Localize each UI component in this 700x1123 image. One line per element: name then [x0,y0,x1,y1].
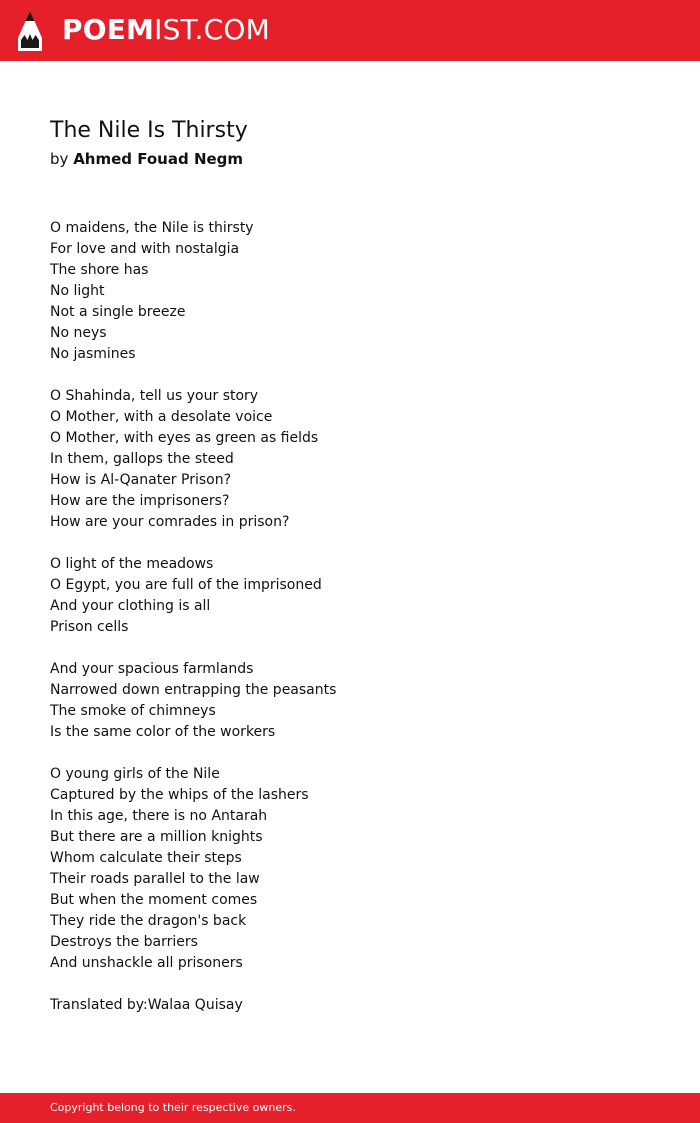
by-label: by [50,150,69,168]
poem-line: O Mother, with eyes as green as fields [50,430,319,446]
poem-line: Captured by the whips of the lashers [50,787,309,803]
poem-line: O maidens, the Nile is thirsty [50,220,254,236]
poem-line: O Mother, with a desolate voice [50,409,273,425]
copyright-notice: Copyright belong to their respective owners. [50,1101,296,1114]
site-logo-text[interactable] [62,12,270,48]
poem-line: How are your comrades in prison? [50,514,290,530]
stanza [50,659,650,743]
poem-line: O Egypt, you are full of the imprisoned [50,577,322,593]
poem-line: No neys [50,325,107,341]
author-name: Ahmed Fouad Negm [73,150,244,168]
poem-line: O Shahinda, tell us your story [50,388,259,404]
byline [50,148,243,170]
poem-line: Prison cells [50,619,129,635]
poem-line: Destroys the barriers [50,934,198,950]
poem-line: How are the imprisoners? [50,493,230,509]
brand-bold: POEM [62,13,155,46]
poem-line: And your clothing is all [50,598,211,614]
poem-line: No light [50,283,105,299]
poem-line: Their roads parallel to the law [50,871,260,887]
poem-line: But there are a million knights [50,829,263,845]
poem-line: Is the same color of the workers [50,724,276,740]
poem-line: Not a single breeze [50,304,186,320]
brand-light: IST.COM [154,13,270,46]
translator-credit: Translated by:Walaa Quisay [50,997,243,1013]
poem-line: But when the moment comes [50,892,258,908]
poem-line: And your spacious farmlands [50,661,254,677]
poem-title: The Nile Is Thirsty [50,118,248,143]
stanza [50,218,650,365]
poem-body [50,218,650,1016]
poem-line: How is Al-Qanater Prison? [50,472,232,488]
pencil-tip-icon[interactable] [17,10,43,52]
poem-line: In them, gallops the steed [50,451,234,467]
stanza [50,764,650,974]
poem-line: For love and with nostalgia [50,241,240,257]
poem-line: O light of the meadows [50,556,214,572]
poem-line: They ride the dragon's back [50,913,247,929]
poem-line: O young girls of the Nile [50,766,220,782]
poem-line: In this age, there is no Antarah [50,808,268,824]
poem-line: Narrowed down entrapping the peasants [50,682,337,698]
stanza [50,386,650,533]
poem-line: And unshackle all prisoners [50,955,243,971]
site-footer [0,1093,700,1123]
stanza [50,554,650,638]
poem-line: The smoke of chimneys [50,703,216,719]
site-header [0,0,700,61]
poem-line: The shore has [50,262,149,278]
poem-line: Whom calculate their steps [50,850,242,866]
poem-line: No jasmines [50,346,136,362]
